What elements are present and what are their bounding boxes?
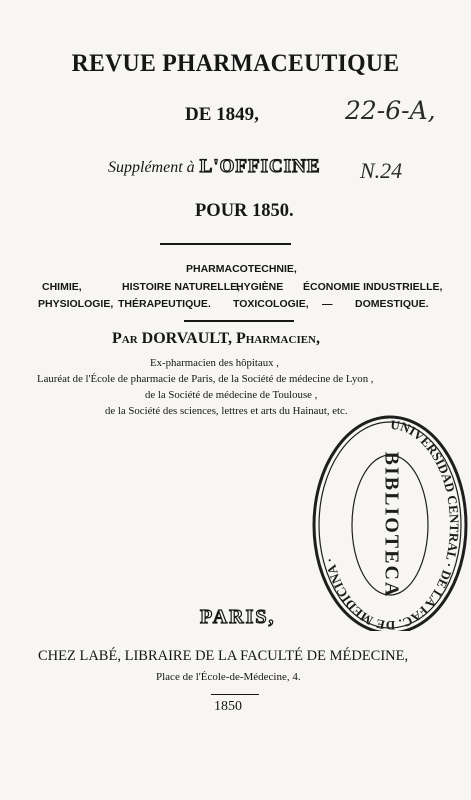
credential-line: Ex-pharmacien des hôpitaux , — [150, 357, 279, 369]
topic-dash: — — [322, 298, 333, 310]
imprint-city: PARIS, — [200, 606, 276, 628]
topic-economie-industrielle: ÉCONOMIE INDUSTRIELLE, — [303, 281, 443, 293]
divider-rule-3 — [211, 694, 259, 695]
library-stamp — [311, 411, 469, 631]
author-line — [112, 330, 320, 348]
topic-domestique: DOMESTIQUE. — [355, 298, 429, 310]
topic-histoire-naturelle: HISTOIRE NATURELLE, — [122, 281, 241, 293]
stamp-outer-text: UNIVERSIDAD CENTRAL · DE LA FAC. DE MEDICINA · — [321, 416, 463, 631]
stamp-inner-text: BIBLIOTECA — [380, 451, 403, 599]
topic-heading: PHARMACOTECHNIE, — [186, 263, 297, 275]
topic-toxicologie: TOXICOLOGIE, — [233, 298, 309, 310]
credential-line: de la Société des sciences, lettres et arts du Hainaut, etc. — [105, 405, 348, 417]
author-par: Par — [112, 330, 138, 347]
author-role: Pharmacien, — [235, 330, 321, 347]
credential-line: de la Société de médecine de Toulouse , — [145, 389, 318, 401]
pour-line: POUR 1850. — [195, 201, 294, 221]
credential-line: Lauréat de l'École de pharmacie de Paris, de la Société de médecine de Lyon , — [37, 373, 374, 385]
imprint-publisher: CHEZ LABÉ, LIBRAIRE DE LA FACULTÉ DE MÉDECINE, — [38, 648, 409, 664]
page-title: REVUE PHARMACEUTIQUE — [71, 48, 400, 77]
year-line: DE 1849, — [185, 104, 259, 125]
handwritten-reference: 22-6-A, — [345, 96, 436, 125]
imprint-year: 1850 — [214, 699, 242, 714]
imprint-address: Place de l'École-de-Médecine, 4. — [156, 671, 301, 683]
topic-physiologie: PHYSIOLOGIE, — [38, 298, 114, 310]
divider-rule — [160, 243, 291, 245]
supplement-line — [108, 155, 321, 178]
author-name: DORVAULT, — [141, 330, 232, 347]
supplement-prefix: Supplément à — [108, 159, 195, 176]
divider-rule-2 — [184, 320, 294, 322]
topic-therapeutique: THÉRAPEUTIQUE. — [118, 298, 211, 310]
topic-chimie: CHIMIE, — [42, 281, 82, 293]
publication-name: L'OFFICINE — [199, 156, 321, 177]
handwritten-number: N.24 — [360, 158, 403, 183]
topic-hygiene: HYGIÈNE — [236, 281, 284, 293]
